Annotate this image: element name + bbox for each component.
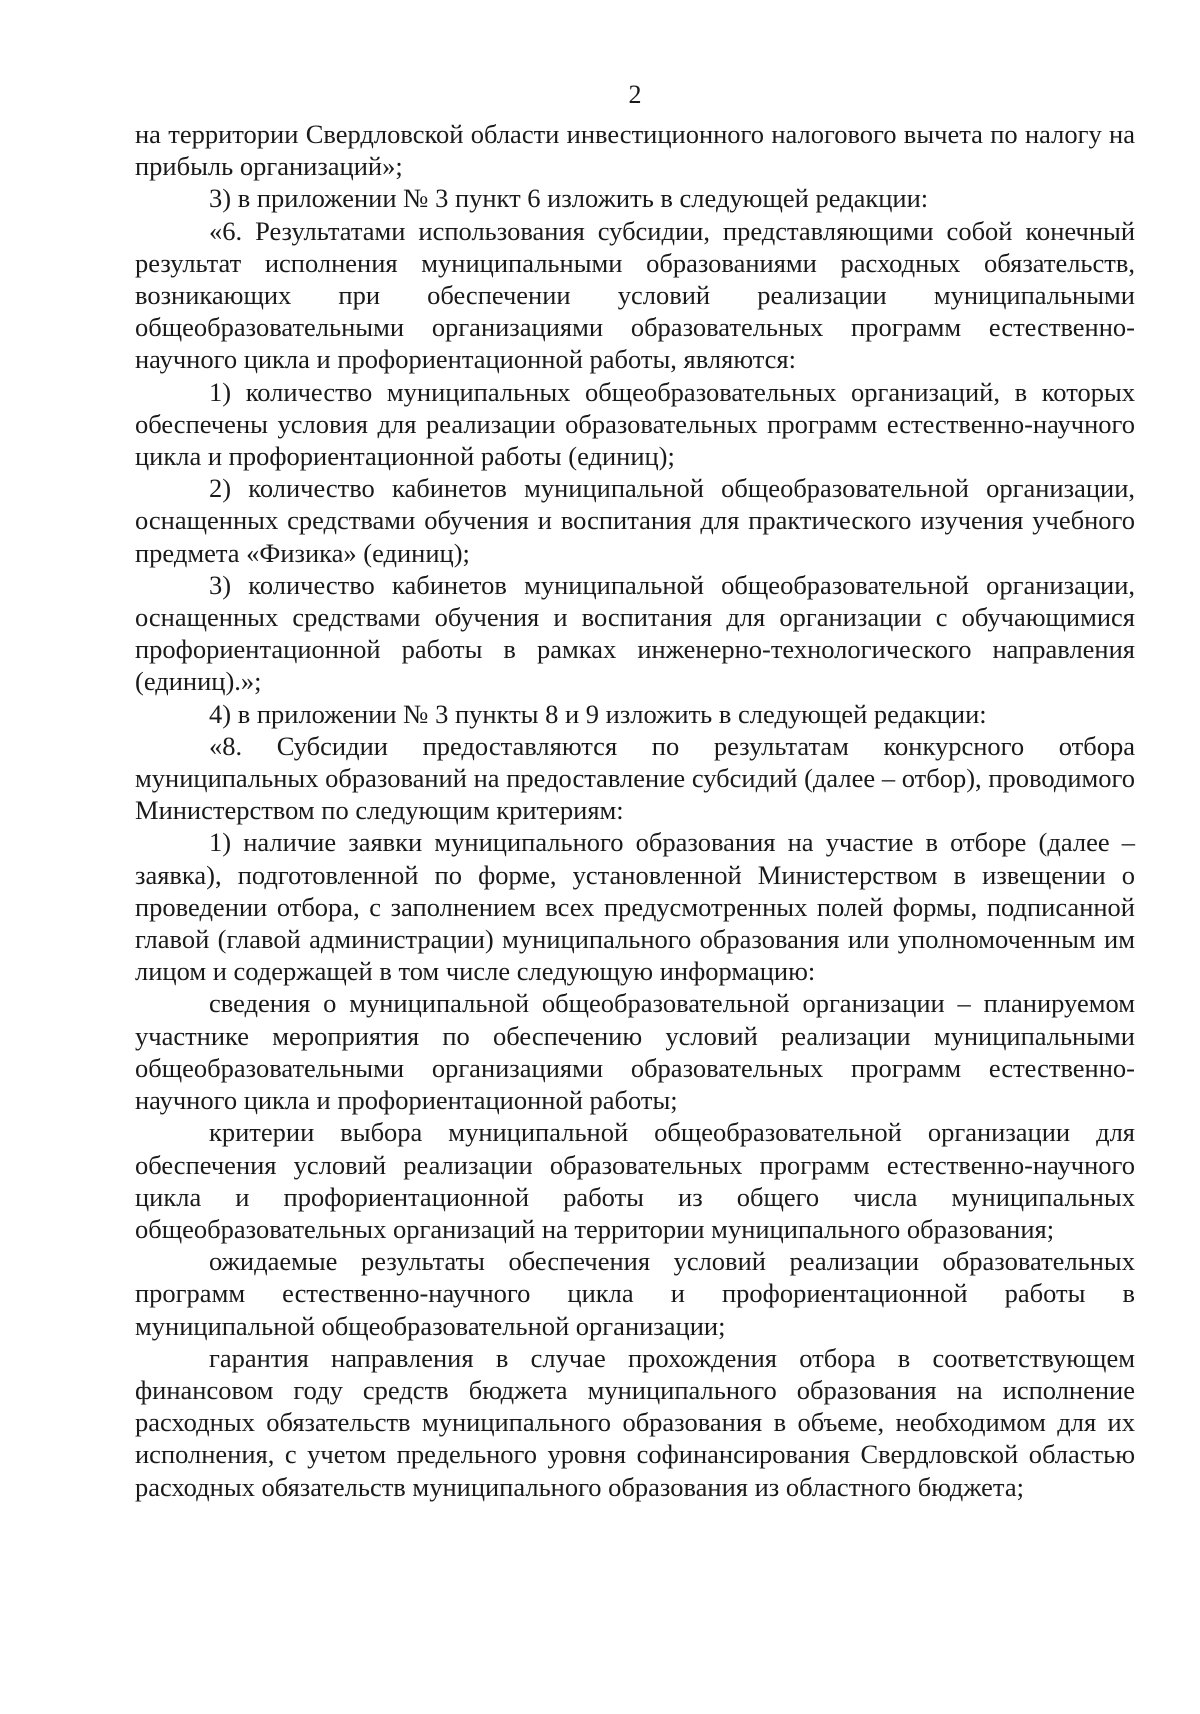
paragraph-info-organization: сведения о муниципальной общеобразовательной организации – планируемом участнике мероприятия по обеспечению условий реализации муниципальными общеобразовательными организациями образовательных программ естественно-научного цикла и профориентационной работы; [135, 988, 1135, 1116]
paragraph-criterion-1: 1) наличие заявки муниципального образования на участие в отборе (далее – заявка), подготовленной по форме, установленной Министерством в извещении о проведении отбора, с заполнением всех предусмотренных полей формы, подписанной главой (главой администрации) муниципального образования или уполномоченным им лицом и содержащей в том числе следующую информацию: [135, 827, 1135, 987]
paragraph-item-3: 3) в приложении № 3 пункт 6 изложить в следующей редакции: [209, 183, 929, 214]
paragraph-clause-8: «8. Субсидии предоставляются по результатам конкурсного отбора муниципальных образований на предоставление субсидий (далее – отбор), проводимого Министерством по следующим критериям: [135, 730, 1135, 826]
paragraph-info-budget-guarantee: гарантия направления в случае прохождения отбора в соответствующем финансовом году средств бюджета муниципального образования на исполнение расходных обязательств муниципального образования в объеме, необходимом для их исполнения, с учетом предельного уровня софинансирования Свердловской областью расходных обязательств муниципального образования из областного бюджета; [135, 1342, 1135, 1502]
paragraph-item-4: 4) в приложении № 3 пункты 8 и 9 изложить в следующей редакции: [209, 698, 987, 729]
paragraph-result-2: 2) количество кабинетов муниципальной общеобразовательной организации, оснащенных средствами обучения и воспитания для практического изучения учебного предмета «Физика» (единиц); [135, 473, 1135, 568]
paragraph-info-expected-results: ожидаемые результаты обеспечения условий реализации образовательных программ естественно-научного цикла и профориентационной работы в муниципальной общеобразовательной организации; [135, 1246, 1135, 1341]
paragraph-clause-6: «6. Результатами использования субсидии, представляющими собой конечный результат исполнения муниципальными образованиями расходных обязательств, возникающих при обеспечении условий реализации муниципальными общеобразовательными организациями образовательных программ естественно-научного цикла и профориентационной работы, являются: [135, 215, 1135, 375]
paragraph-result-3: 3) количество кабинетов муниципальной общеобразовательной организации, оснащенных средствами обучения и воспитания для организации с обучающимися профориентационной работы в рамках инженерно-технологического направления (единиц).»; [135, 569, 1135, 697]
document-body [135, 118, 1135, 1503]
paragraph-continuation: на территории Свердловской области инвестиционного налогового вычета по налогу на прибыль организаций»; [135, 119, 1135, 182]
paragraph-info-selection-criteria: критерии выбора муниципальной общеобразовательной организации для обеспечения условий реализации образовательных программ естественно-научного цикла и профориентационной работы из общего числа муниципальных общеобразовательных организаций на территории муниципального образования; [135, 1117, 1135, 1244]
page-number: 2 [628, 80, 642, 109]
paragraph-result-1: 1) количество муниципальных общеобразовательных организаций, в которых обеспечены условия для реализации образовательных программ естественно-научного цикла и профориентационной работы (единиц); [135, 376, 1135, 472]
